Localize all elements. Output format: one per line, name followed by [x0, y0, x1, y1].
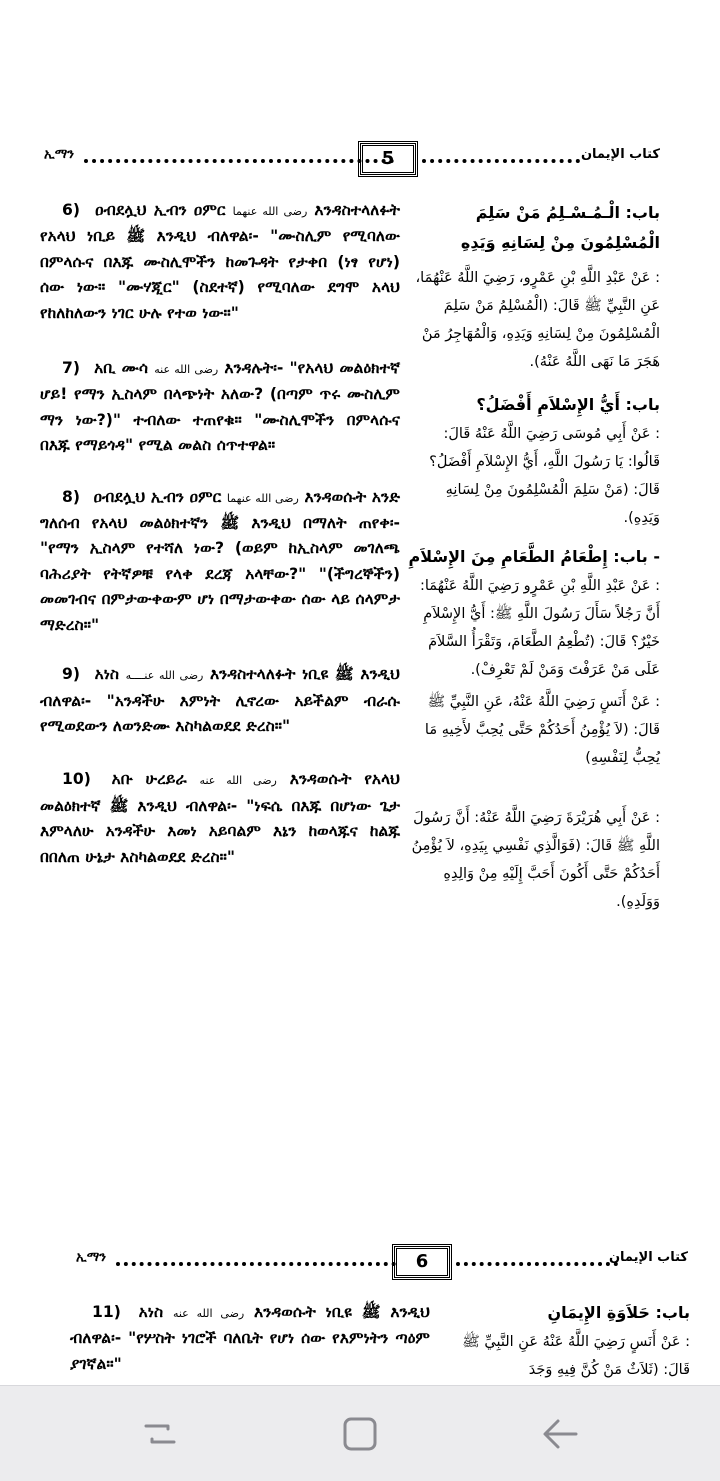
home-button[interactable] — [340, 1414, 380, 1454]
page-number: 5 — [360, 143, 416, 175]
hadith-number: 7) — [62, 359, 80, 378]
hadith-number: 6) — [62, 201, 80, 219]
honorific: رضى الله عنــــه — [125, 669, 204, 683]
hadith-text: እንዳወሱት የአላህ መልዕክተኛ ﷺ እንዲህ ብለዋል፡- "ነፍሴ በእጁ በሆነው ጌታ እምላለሁ አንዳችሁ እመነ አይባልም እኔን ከወላጁና ከልጁ በበለጠ ሁኔታ እስካልወደደ ድረስ።" — [40, 770, 400, 866]
header-left-title: ኢማን — [44, 147, 75, 162]
page-number: 6 — [394, 1246, 450, 1278]
narrator-name: አቢ ሙሳ — [94, 359, 149, 378]
hadith-text: እንዳስተላለፉት የአላህ ነቢይ ﷺ እንዲህ ብለዋል፡- "ሙስሊም የሚባለው በምላሱና በእጁ ሙስሊሞችን ከመጉዳት የታቀበ (ነፃ የሆነ) ሰው ነው። "ሙሃጂር" (ስደተኛ) የሚባለው ደግሞ አላህ የከለከለውን ነገር ሁሉ የተወ ነው።" — [40, 201, 400, 322]
arabic-column — [408, 198, 660, 916]
chapter-title: - باب: إِطْعَامُ الطَّعَامِ مِنَ الإِسْلاَمِ — [408, 547, 660, 566]
header-dots-right — [422, 159, 580, 163]
chapter-title: باب: حَلاَوَةِ الإِيمَانِ — [547, 1303, 690, 1322]
back-button[interactable] — [540, 1414, 580, 1454]
page-header — [44, 143, 660, 177]
narrator-name: አቡ ሁረይራ — [111, 770, 187, 789]
arabic-hadith: : عَنْ عَبْدِ اللَّهِ بْنِ عَمْرٍو، رَضِيَ اللَّهُ عَنْهُمَا، عَنِ النَّبِيِّ ﷺ قَالَ: (الْمُسْلِمُ مَنْ سَلِمَ الْمُسْلِمُونَ مِنْ لِسَانِهِ وَيَدِهِ، وَالْمُهَاجِرُ مَنْ هَجَرَ مَا نَهَى اللَّهُ عَنْهُ). — [415, 270, 660, 370]
narrator-name: አነስ — [94, 665, 120, 684]
hadith-paragraph — [40, 767, 400, 870]
hadith-number: 8) — [62, 487, 80, 506]
arabic-hadith: : عَنْ أَبِي هُرَيْرَةَ رَضِيَ اللَّهُ عَنْهُ: أَنَّ رَسُولَ اللَّهِ ﷺ قَالَ: (فَوَالَّذِي نَفْسِي بِيَدِهِ، لاَ يُؤْمِنُ أَحَدُكُمْ حَتَّى أَكُونَ أَحَبَّ إِلَيْهِ مِنْ وَالِدِهِ وَوَلَدِهِ). — [411, 810, 660, 910]
arabic-hadith: : عَنْ أَبِي مُوسَى رَضِيَ اللَّهُ عَنْهُ قَالَ: قَالُوا: يَا رَسُولَ اللَّهِ، أَيُّ الإِسْلاَمِ أَفْضَلُ؟ قَالَ: (مَنْ سَلِمَ الْمُسْلِمُونَ مِنْ لِسَانِهِ وَيَدِهِ). — [429, 426, 660, 526]
narrator-name: ዐብደሏህ ኢብን ዐምር — [95, 201, 226, 219]
amharic-column — [70, 1300, 430, 1377]
arabic-hadith: : عَنْ أَنَسٍ رَضِيَ اللَّهُ عَنْهُ، عَنِ النَّبِيِّ ﷺ قَالَ: (لاَ يُؤْمِنُ أَحَدُكُمْ حَتَّى يُحِبَّ لأَخِيهِ مَا يُحِبُّ لِنَفْسِهِ) — [424, 694, 660, 766]
header-left-title: ኢማን — [76, 1250, 107, 1265]
honorific: رضى الله عنه — [154, 363, 219, 377]
hadith-text: እንዳሉት፡- "የአላህ መልዕክተኛ ሆይ! የማን ኢስላም በላጭነት አለው? (በጣም ጥሩ ሙስሊም ማን ነው?)" ተብለው ተጠየቁ። "ሙስሊሞችን በምላሱና በእጁ የማይጎዳ" የሚል መልስ ሰጥተዋል። — [40, 359, 401, 455]
hadith-paragraph — [70, 1300, 430, 1377]
chapter-title: باب: الْـمُـسْـلِمُ مَنْ سَلِمَ الْمُسْلِمُونَ مِنْ لِسَانِهِ وَيَدِهِ — [460, 203, 660, 252]
page-header — [76, 1246, 688, 1280]
hadith-text: እንዳወሱት አንድ ግለሰብ የአላህ መልዕክተኛን ﷺ እንዲህ በማለት ጠየቀ፡- "የማን ኢስላም የተሻለ ነው? (ወይም ከኢስላም መገለጫ ባሕሪያት የትኛዎቹ የላቀ ደረጃ አላቸው?" "(ችግረኞችን) መመገብና በምታውቀውም ሆነ በማታውቀው ሰው ላይ ሰላምታ ማድረስ።" — [40, 487, 401, 634]
back-arrow-icon — [540, 1414, 580, 1454]
arabic-hadith: : عَنْ أَنَسٍ رَضِيَ اللَّهُ عَنْهُ عَنِ النَّبِيِّ ﷺ قَالَ: (ثَلاَثٌ مَنْ كُنَّ فِيهِ وَجَدَ — [462, 1334, 690, 1378]
hadith-text: እንዳወሱት ነቢዩ ﷺ እንዲህ ብለዋል፡- "የሦስት ነገሮች ባለቤት የሆነ ሰው የእምነትን ጣዕም ያገኛል።" — [70, 1303, 430, 1373]
home-icon — [340, 1414, 380, 1454]
honorific: رضى الله عنهما — [232, 205, 308, 218]
header-right-title: كتاب الإيمان — [608, 1250, 688, 1265]
recent-apps-icon — [140, 1414, 180, 1454]
hadith-number: 9) — [62, 665, 80, 684]
arabic-column — [446, 1298, 690, 1384]
arabic-hadith: : عَنْ عَبْدِ اللَّهِ بْنِ عَمْرٍو رَضِيَ اللَّهُ عَنْهُمَا: أَنَّ رَجُلاً سَأَلَ رَسُولَ اللَّهِ ﷺ: أَيُّ الإِسْلاَمِ خَيْرٌ؟ قَالَ: (تُطْعِمُ الطَّعَامَ، وَتَقْرَأُ السَّلاَمَ عَلَى مَنْ عَرَفْتَ وَمَنْ لَمْ تَعْرِفْ). — [419, 578, 660, 678]
chapter-title: باب: أَيُّ الإِسْلاَمِ أَفْضَلُ؟ — [476, 395, 660, 414]
header-dots-left — [116, 1262, 396, 1266]
honorific: رضى الله عنه — [199, 774, 277, 788]
hadith-paragraph — [40, 198, 400, 326]
hadith-number: 11) — [92, 1303, 121, 1321]
narrator-name: አነስ — [138, 1303, 164, 1321]
header-dots-left — [84, 159, 394, 163]
recent-apps-button[interactable] — [140, 1414, 180, 1454]
hadith-text: እንዳስተላለፉት ነቢዩ ﷺ እንዲህ ብለዋል፡- "አንዳችሁ እምነት ሊኖረው አይችልም ብራሱ የሚወደውን ለወንድሙ እስካልወደደ ድረስ።" — [40, 665, 400, 735]
hadith-number: 10) — [62, 770, 91, 789]
narrator-name: ዐብደሏህ ኢብን ዐምር — [93, 487, 222, 506]
honorific: رضى الله عنه — [172, 1307, 245, 1320]
hadith-paragraph — [40, 662, 400, 739]
system-navigation-bar — [0, 1385, 720, 1481]
hadith-paragraph — [40, 485, 400, 638]
header-dots-right — [456, 1262, 618, 1266]
hadith-paragraph — [40, 356, 400, 459]
header-right-title: كتاب الإيمان — [580, 147, 660, 162]
amharic-column — [40, 198, 400, 870]
honorific: رضى الله عنهما — [226, 491, 299, 505]
